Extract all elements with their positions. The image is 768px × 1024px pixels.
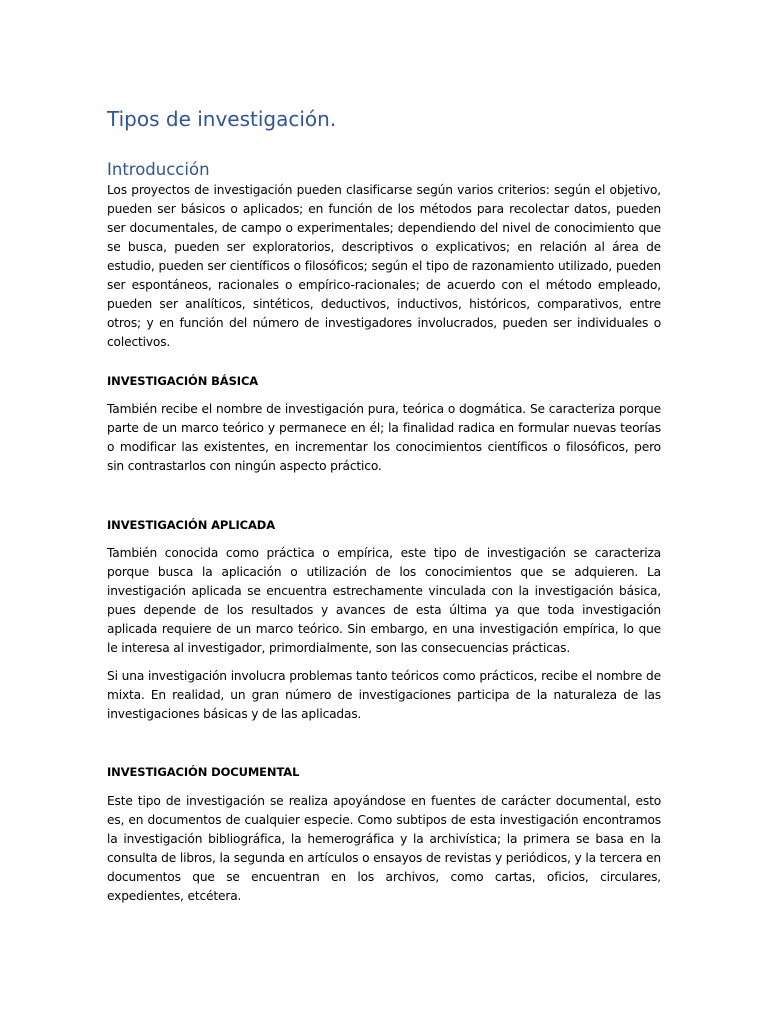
intro-heading: Introducción bbox=[107, 160, 210, 179]
intro-paragraph: Los proyectos de investigación pueden clasificarse según varios criterios: según el objetivo, pueden ser básicos o aplicados; en función de los métodos para recolectar datos, pueden ser documentales, de campo o experimentales; dependiendo del nivel de conocimiento que se busca, pueden ser exploratorios, descriptivos o explicativos; en relación al área de estudio, pueden ser científicos o filosóficos; según el tipo de razonamiento utilizado, pueden ser espontáneos, racionales o empírico-racionales; de acuerdo con el método empleado, pueden ser analíticos, sintéticos, deductivos, inductivos, históricos, comparativos, entre otros; y en función del número de investigadores involucrados, pueden ser individuales o colectivos. bbox=[107, 183, 661, 349]
section-paragraph-aplicada-2: Si una investigación involucra problemas tanto teóricos como prácticos, recibe el nombre de mixta. En realidad, un gran número de investigaciones participa de la naturaleza de las investigaciones básicas y de las aplicadas. bbox=[107, 669, 661, 721]
section-heading-documental: INVESTIGACIÓN DOCUMENTAL bbox=[107, 765, 300, 779]
section-heading-aplicada: INVESTIGACIÓN APLICADA bbox=[107, 518, 276, 532]
section-paragraph-basica: También recibe el nombre de investigación pura, teórica o dogmática. Se caracteriza porque parte de un marco teórico y permanece en él; la finalidad radica en formular nuevas teorías o modificar las existentes, en incrementar los conocimientos científicos o filosóficos, pero sin contrastarlos con ningún aspecto práctico. bbox=[107, 402, 661, 473]
page-title: Tipos de investigación. bbox=[107, 107, 337, 131]
section-paragraph-documental: Este tipo de investigación se realiza apoyándose en fuentes de carácter documental, esto es, en documentos de cualquier especie. Como subtipos de esta investigación encontramos la investigación bibliográfica, la hemerográfica y la archivística; la primera se basa en la consulta de libros, la segunda en artículos o ensayos de revistas y periódicos, y la tercera en documentos que se encuentran en los archivos, como cartas, oficios, circulares, expedientes, etcétera. bbox=[107, 794, 661, 903]
section-paragraph-aplicada-1: También conocida como práctica o empírica, este tipo de investigación se caracteriza porque busca la aplicación o utilización de los conocimientos que se adquieren. La investigación aplicada se encuentra estrechamente vinculada con la investigación básica, pues depende de los resultados y avances de esta última ya que toda investigación aplicada requiere de un marco teórico. Sin embargo, en una investigación empírica, lo que le interesa al investigador, primordialmente, son las consecuencias prácticas. bbox=[107, 546, 661, 655]
section-heading-basica: INVESTIGACIÓN BÁSICA bbox=[107, 374, 259, 388]
